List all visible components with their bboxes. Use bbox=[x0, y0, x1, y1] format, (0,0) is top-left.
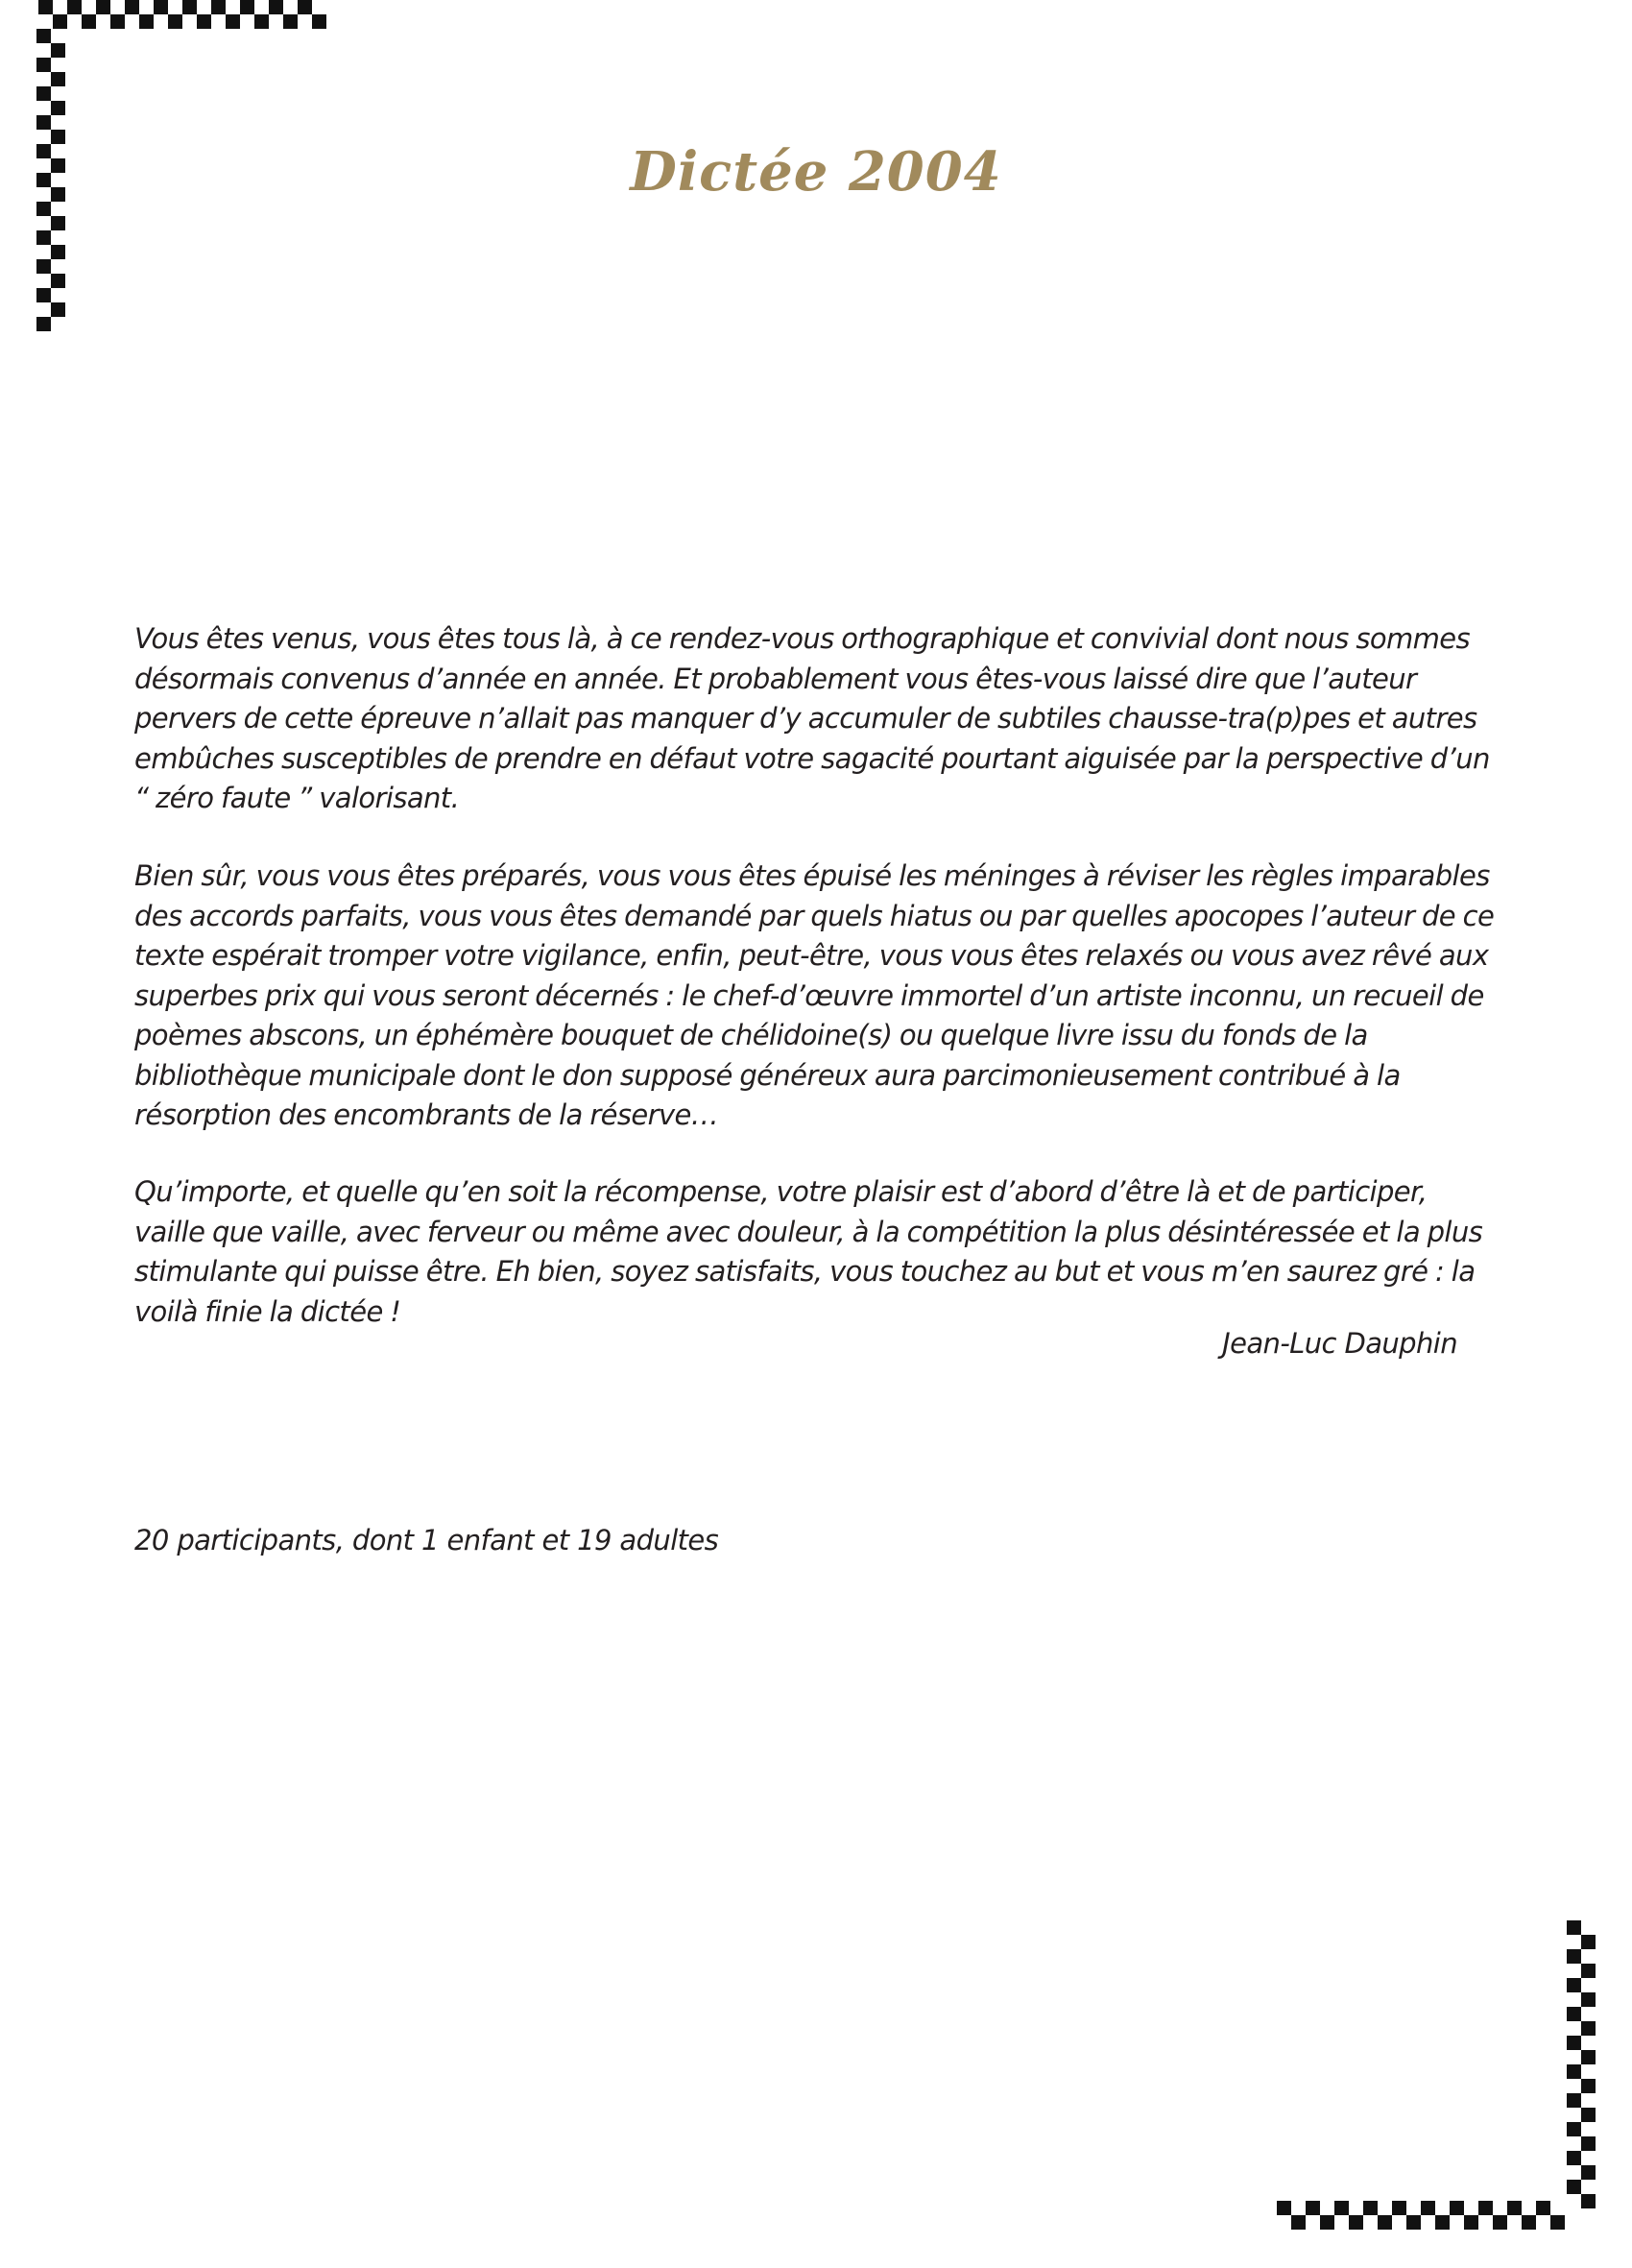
checker-square bbox=[51, 101, 65, 115]
paragraph-3-text: Qu’importe, et quelle qu’en soit la récompense, votre plaisir est d’abord d’être là et de participer, vaille que vaille, avec ferveur ou même avec douleur, à la compétition la plus désintéressée et la plus stimulante qui puisse être. Eh bien, soyez satisfaits, vous touchez au but et vous m’en saurez gré : la voilà finie la dictée ! bbox=[134, 1175, 1483, 1328]
page-title: Dictée 2004 bbox=[630, 139, 1002, 204]
checker-square bbox=[1277, 2201, 1291, 2215]
author-signature: Jean-Luc Dauphin bbox=[1222, 1327, 1457, 1360]
checker-square bbox=[53, 14, 67, 29]
participants-count: 20 participants, dont 1 enfant et 19 adultes bbox=[134, 1524, 719, 1556]
checker-square bbox=[96, 0, 110, 14]
checker-square bbox=[298, 0, 312, 14]
checker-square bbox=[51, 43, 65, 58]
checker-square bbox=[36, 317, 51, 331]
paragraph-1 bbox=[134, 619, 1498, 819]
paragraph-2-text: Bien sûr, vous vous êtes préparés, vous vous êtes épuisé les méninges à réviser les règles imparables des accords parfaits, vous vous êtes demandé par quels hiatus ou par quelles apocopes l’auteur de ce texte espérait tromper votre vigilance, enfin, peut-être, vous vous êtes relaxés ou vous avez rêvé aux superbes prix qui vous seront décernés : le chef-d’œuvre immortel d’un artiste inconnu, un recueil de poèmes abscons, un éphémère bouquet de chélidoine(s) ou quelque livre issu du fonds de la bibliothèque municipale dont le don supposé généreux aura parcimonieusement contribué à la résorption des encombrants de la réserve… bbox=[134, 859, 1495, 1131]
checker-square bbox=[51, 216, 65, 230]
checker-square bbox=[1567, 2093, 1581, 2108]
checker-square bbox=[1581, 1935, 1596, 1949]
checker-square bbox=[1493, 2215, 1507, 2230]
checker-square bbox=[1567, 2064, 1581, 2079]
checker-square bbox=[36, 58, 51, 72]
checker-square bbox=[51, 302, 65, 317]
checker-square bbox=[1306, 2201, 1320, 2215]
checker-square bbox=[82, 14, 96, 29]
checker-square bbox=[36, 230, 51, 245]
checker-square bbox=[36, 115, 51, 130]
checker-square bbox=[36, 288, 51, 302]
checker-square bbox=[1536, 2201, 1550, 2215]
paragraph-3 bbox=[134, 1172, 1498, 1332]
checker-square bbox=[254, 14, 269, 29]
checker-square bbox=[36, 202, 51, 216]
checker-square bbox=[269, 0, 283, 14]
checker-square bbox=[1567, 1920, 1581, 1935]
checker-square bbox=[1567, 1949, 1581, 1964]
checker-square bbox=[51, 274, 65, 288]
checker-square bbox=[51, 245, 65, 259]
checker-square bbox=[1464, 2215, 1478, 2230]
checker-square bbox=[1291, 2215, 1306, 2230]
checker-square bbox=[36, 259, 51, 274]
checker-square bbox=[110, 14, 125, 29]
checker-square bbox=[1450, 2201, 1464, 2215]
checker-square bbox=[1421, 2201, 1435, 2215]
checker-square bbox=[125, 0, 139, 14]
checker-square bbox=[38, 0, 53, 14]
checker-square bbox=[1567, 2007, 1581, 2021]
checker-square bbox=[1435, 2215, 1450, 2230]
checker-square bbox=[1349, 2215, 1363, 2230]
checker-square bbox=[1581, 1964, 1596, 1978]
checker-square bbox=[1581, 2021, 1596, 2036]
checker-square bbox=[1581, 2165, 1596, 2180]
checker-square bbox=[67, 0, 82, 14]
checker-square bbox=[51, 72, 65, 86]
checker-square bbox=[139, 14, 154, 29]
checker-square bbox=[1567, 2036, 1581, 2050]
checker-square bbox=[1378, 2215, 1392, 2230]
corner-ornament-bottom-right bbox=[1277, 1920, 1603, 2247]
checker-square bbox=[1567, 1978, 1581, 1992]
checker-square bbox=[1581, 2194, 1596, 2208]
checker-square bbox=[1363, 2201, 1378, 2215]
checker-square bbox=[1478, 2201, 1493, 2215]
checker-square bbox=[182, 0, 197, 14]
checker-square bbox=[1334, 2201, 1349, 2215]
checker-square bbox=[1392, 2201, 1406, 2215]
checker-square bbox=[36, 29, 51, 43]
paragraph-1-text: Vous êtes venus, vous êtes tous là, à ce rendez-vous orthographique et convivial dont nous sommes désormais convenus d’année en année. Et probablement vous êtes-vous laissé dire que l’auteur pervers de cette épreuve n’allait pas manquer d’y accumuler de subtiles chausse-tra(p)pes et autres embûches susceptibles de prendre en défaut votre sagacité pourtant aiguisée par la perspective d’un “ zéro faute ” valorisant. bbox=[134, 622, 1490, 814]
checker-square bbox=[1320, 2215, 1334, 2230]
checker-square bbox=[168, 14, 182, 29]
checker-square bbox=[283, 14, 298, 29]
checker-square bbox=[240, 0, 254, 14]
checker-square bbox=[1406, 2215, 1421, 2230]
checker-square bbox=[1581, 2108, 1596, 2122]
checker-square bbox=[197, 14, 211, 29]
checker-square bbox=[1567, 2151, 1581, 2165]
checker-square bbox=[1581, 2136, 1596, 2151]
paragraph-2 bbox=[134, 857, 1498, 1136]
checker-square bbox=[226, 14, 240, 29]
checker-square bbox=[312, 14, 326, 29]
checker-square bbox=[1581, 2079, 1596, 2093]
checker-square bbox=[1522, 2215, 1536, 2230]
checker-square bbox=[1567, 2180, 1581, 2194]
checker-square bbox=[1507, 2201, 1522, 2215]
checker-square bbox=[1550, 2215, 1565, 2230]
checker-square bbox=[1581, 1992, 1596, 2007]
checker-border-bottom-right bbox=[1277, 1920, 1603, 2247]
checker-square bbox=[36, 86, 51, 101]
checker-square bbox=[1567, 2122, 1581, 2136]
checker-square bbox=[1581, 2050, 1596, 2064]
checker-square bbox=[154, 0, 168, 14]
checker-square bbox=[211, 0, 226, 14]
